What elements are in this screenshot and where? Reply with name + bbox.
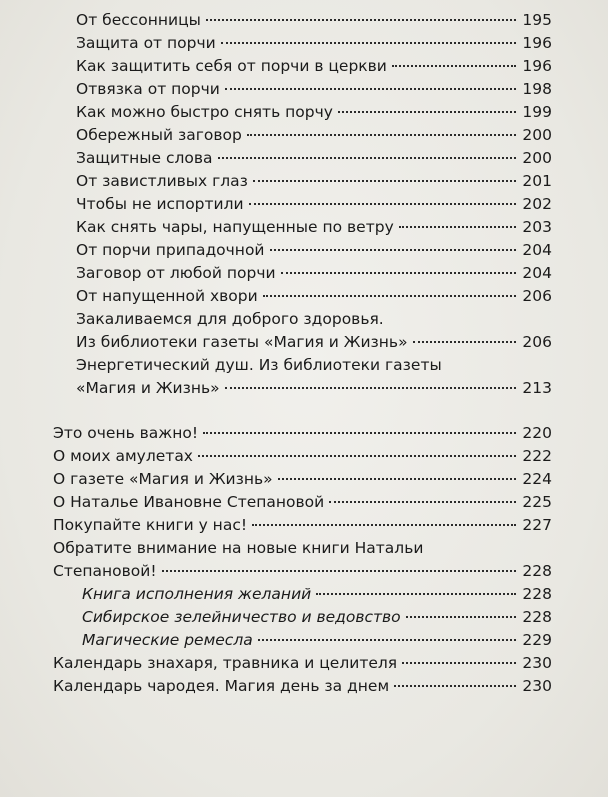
toc-entry[interactable] (0, 560, 608, 583)
toc-entry-title: Чтобы не испортили (76, 195, 244, 213)
dot-leader (338, 111, 516, 113)
dot-leader (221, 42, 516, 44)
toc-entry[interactable] (0, 170, 608, 193)
toc-entry[interactable] (0, 606, 608, 629)
dot-leader (203, 432, 516, 434)
toc-page-number: 222 (522, 447, 552, 465)
toc-page-number: 228 (522, 585, 552, 603)
toc-entry[interactable] (0, 285, 608, 308)
toc-entry-title: Из библиотеки газеты «Магия и Жизнь» (76, 333, 408, 351)
toc-entry-title: Это очень важно! (53, 424, 199, 442)
toc-entry-title: Энергетический душ. Из библиотеки газеты (76, 356, 442, 374)
toc-page-number: 220 (522, 424, 552, 442)
toc-page-number: 202 (522, 195, 552, 213)
toc-page-number: 206 (522, 287, 552, 305)
toc-page-number: 201 (522, 172, 552, 190)
dot-leader (270, 249, 517, 251)
toc-entry-title: От бессонницы (76, 11, 201, 29)
dot-leader (162, 570, 516, 572)
toc-page-number: 200 (522, 149, 552, 167)
dot-leader (249, 203, 516, 205)
toc-entry[interactable] (0, 468, 608, 491)
toc-entry[interactable] (0, 193, 608, 216)
toc-entry-title: От завистливых глаз (76, 172, 248, 190)
toc-entry-title: Защитные слова (76, 149, 213, 167)
toc-entry-title: О Наталье Ивановне Степановой (53, 493, 325, 511)
dot-leader (316, 593, 516, 595)
toc-page-number: 196 (522, 57, 552, 75)
toc-page-number: 225 (522, 493, 552, 511)
toc-entry-title: Обратите внимание на новые книги Натальи (53, 539, 424, 557)
toc-entry-title: Как защитить себя от порчи в церкви (76, 57, 387, 75)
toc-entry-title: О моих амулетах (53, 447, 193, 465)
toc-entry-title: Магические ремесла (82, 631, 253, 649)
toc-entry[interactable] (0, 675, 608, 698)
toc-page-number: 200 (522, 126, 552, 144)
dot-leader (399, 226, 516, 228)
toc-entry[interactable] (0, 9, 608, 32)
dot-leader (281, 272, 516, 274)
dot-leader (206, 19, 516, 21)
toc-entry[interactable] (0, 331, 608, 354)
toc-entry-title: Сибирское зелейничество и ведовство (82, 608, 401, 626)
toc-entry-title: Как можно быстро снять порчу (76, 103, 333, 121)
dot-leader (198, 455, 516, 457)
section-gap (0, 400, 608, 422)
toc-entry-title: Покупайте книги у нас! (53, 516, 248, 534)
dot-leader (225, 387, 516, 389)
toc-entry[interactable] (0, 491, 608, 514)
toc-entry[interactable] (0, 124, 608, 147)
toc-entry-title: Отвязка от порчи (76, 80, 220, 98)
toc-entry[interactable] (0, 514, 608, 537)
toc-page-number: 230 (522, 654, 552, 672)
toc-entry-title: О газете «Магия и Жизнь» (53, 470, 273, 488)
toc-entry[interactable] (0, 239, 608, 262)
toc-entry[interactable] (0, 652, 608, 675)
toc-entry[interactable] (0, 101, 608, 124)
toc-entry[interactable] (0, 377, 608, 400)
toc-entry-title: Закаливаемся для доброго здоровья. (76, 310, 384, 328)
toc-entry[interactable] (0, 445, 608, 468)
toc-page-number: 229 (522, 631, 552, 649)
dot-leader (258, 639, 516, 641)
toc-entry-title: Степановой! (53, 562, 157, 580)
toc-page-number: 224 (522, 470, 552, 488)
toc-page-number: 228 (522, 562, 552, 580)
toc-page-number: 198 (522, 80, 552, 98)
dot-leader (329, 501, 516, 503)
toc-page-number: 203 (522, 218, 552, 236)
toc-entry[interactable] (0, 78, 608, 101)
dot-leader (413, 341, 516, 343)
toc-page-number: 227 (522, 516, 552, 534)
toc-entry-title: Как снять чары, напущенные по ветру (76, 218, 394, 236)
toc-page-number: 206 (522, 333, 552, 351)
toc-entry[interactable] (0, 216, 608, 239)
toc-page-number: 230 (522, 677, 552, 695)
table-of-contents (0, 9, 608, 698)
dot-leader (247, 134, 516, 136)
dot-leader (225, 88, 516, 90)
toc-page-number: 195 (522, 11, 552, 29)
toc-entry[interactable] (0, 629, 608, 652)
dot-leader (253, 180, 516, 182)
dot-leader (218, 157, 516, 159)
toc-page-number: 228 (522, 608, 552, 626)
dot-leader (406, 616, 516, 618)
toc-page-number: 204 (522, 264, 552, 282)
toc-entry[interactable] (0, 537, 608, 560)
toc-entry[interactable] (0, 354, 608, 377)
dot-leader (394, 685, 516, 687)
dot-leader (252, 524, 516, 526)
dot-leader (402, 662, 516, 664)
toc-entry-title: Календарь знахаря, травника и целителя (53, 654, 398, 672)
toc-entry[interactable] (0, 32, 608, 55)
toc-entry-title: «Магия и Жизнь» (76, 379, 220, 397)
toc-entry[interactable] (0, 583, 608, 606)
toc-entry[interactable] (0, 262, 608, 285)
toc-entry-title: Книга исполнения желаний (82, 585, 312, 603)
toc-entry-title: Обережный заговор (76, 126, 242, 144)
toc-entry-title: От порчи припадочной (76, 241, 265, 259)
toc-entry-title: От напущенной хвори (76, 287, 258, 305)
toc-page-number: 196 (522, 34, 552, 52)
toc-page-number: 213 (522, 379, 552, 397)
toc-entry[interactable] (0, 308, 608, 331)
toc-page-number: 199 (522, 103, 552, 121)
toc-entry-title: Календарь чародея. Магия день за днем (53, 677, 390, 695)
dot-leader (392, 65, 516, 67)
dot-leader (278, 478, 516, 480)
toc-entry[interactable] (0, 55, 608, 78)
dot-leader (263, 295, 516, 297)
toc-page-number: 204 (522, 241, 552, 259)
toc-entry-title: Защита от порчи (76, 34, 216, 52)
toc-entry-title: Заговор от любой порчи (76, 264, 276, 282)
toc-entry[interactable] (0, 147, 608, 170)
toc-entry[interactable] (0, 422, 608, 445)
